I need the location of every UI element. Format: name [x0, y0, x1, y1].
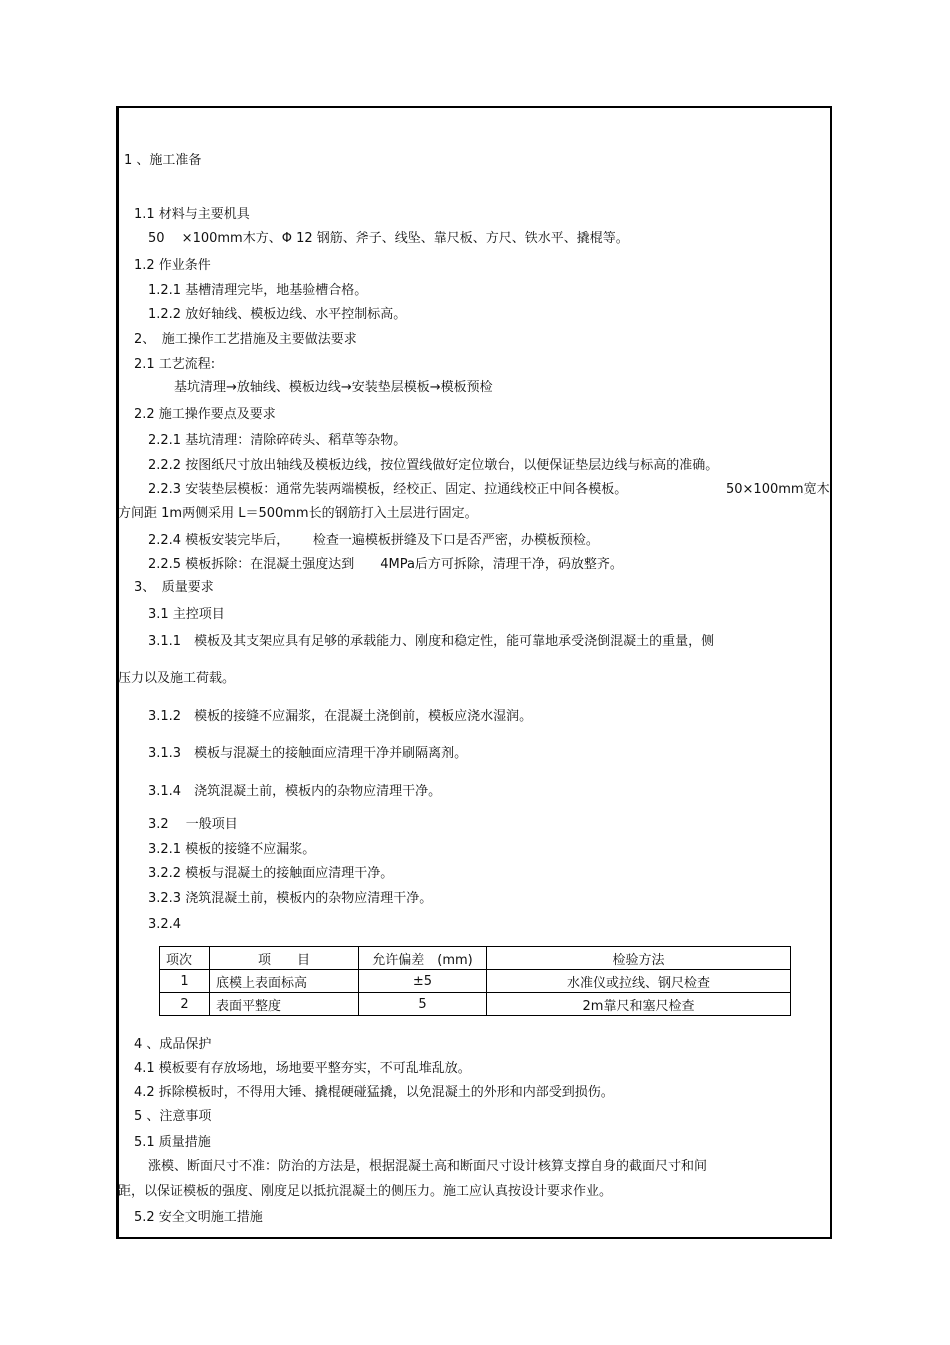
paragraph-3-2-1: 3.2.1 模板的接缝不应漏浆。: [148, 842, 316, 857]
paragraph-3-2-3: 3.2.3 浇筑混凝土前，模板内的杂物应清理干净。: [148, 891, 433, 906]
section-heading-4: 4 、成品保护: [134, 1037, 212, 1052]
section-heading-2: 2、 施工操作工艺措施及主要做法要求: [134, 332, 357, 347]
subheading-5-1: 5.1 质量措施: [134, 1135, 211, 1150]
subheading-3-1: 3.1 主控项目: [148, 607, 225, 622]
section-heading-1: 1 、施工准备: [124, 153, 202, 168]
subheading-1-2: 1.2 作业条件: [134, 258, 211, 273]
table-cell: 表面平整度: [210, 993, 359, 1016]
table-header-row: [160, 947, 791, 970]
table-cell: 水准仪或拉线、钢尺检查: [487, 970, 791, 993]
table-row: [160, 993, 791, 1016]
table-header-cell: 检验方法: [487, 947, 791, 970]
table-row: [160, 970, 791, 993]
process-flow: 基坑清理→放轴线、模板边线→安装垫层模板→模板预检: [174, 380, 493, 395]
paragraph-1-2-1: 1.2.1 基槽清理完毕，地基验槽合格。: [148, 283, 368, 298]
subheading-2-1: 2.1 工艺流程:: [134, 357, 216, 372]
paragraph-2-2-3: 2.2.3 安装垫层模板：通常先装两端模板，经校正、固定、拉通线校正中间各模板。: [148, 482, 628, 497]
table-cell: 5: [359, 993, 487, 1016]
subheading-3-2: 3.2 一般项目: [148, 817, 238, 832]
paragraph-3-1-1-cont: 压力以及施工荷载。: [118, 671, 236, 686]
section-heading-3: 3、 质量要求: [134, 580, 214, 595]
paragraph-3-1-4: 3.1.4 浇筑混凝土前，模板内的杂物应清理干净。: [148, 784, 442, 799]
subheading-1-1: 1.1 材料与主要机具: [134, 207, 250, 222]
paragraph-2-2-5: 2.2.5 模板拆除：在混凝土强度达到 4MPa后方可拆除，清理干净，码放整齐。: [148, 557, 623, 572]
paragraph-5-1-cont: 距，以保证模板的强度、刚度足以抵抗混凝土的侧压力。施工应认真按设计要求作业。: [118, 1184, 613, 1199]
paragraph-2-2-4: 2.2.4 模板安装完毕后， 检查一遍模板拼缝及下口是否严密，办模板预检。: [148, 533, 599, 548]
paragraph-3-1-2: 3.1.2 模板的接缝不应漏浆，在混凝土浇倒前，模板应浇水湿润。: [148, 709, 533, 724]
section-heading-5: 5 、注意事项: [134, 1109, 212, 1124]
table-header-cell: 允许偏差 (mm): [359, 947, 487, 970]
paragraph-2-2-1: 2.2.1 基坑清理：清除碎砖头、稻草等杂物。: [148, 433, 407, 448]
table-cell: 2: [160, 993, 210, 1016]
tolerance-table: [159, 946, 791, 1016]
table-cell: ±5: [359, 970, 487, 993]
paragraph-1-1: 50 ×100mm木方、Φ 12 钢筋、斧子、线坠、靠尺板、方尺、铁水平、撬棍等。: [148, 231, 629, 246]
paragraph-3-2-2: 3.2.2 模板与混凝土的接触面应清理干净。: [148, 866, 394, 881]
paragraph-4-1: 4.1 模板要有存放场地，场地要平整夯实，不可乱堆乱放。: [134, 1061, 471, 1076]
paragraph-2-2-2: 2.2.2 按图纸尺寸放出轴线及模板边线，按位置线做好定位墩台，以便保证垫层边线与标高的准确。: [148, 458, 719, 473]
table-header-cell: 项 目: [210, 947, 359, 970]
table-cell: 1: [160, 970, 210, 993]
paragraph-1-2-2: 1.2.2 放好轴线、模板边线、水平控制标高。: [148, 307, 407, 322]
paragraph-3-1-1: 3.1.1 模板及其支架应具有足够的承载能力、刚度和稳定性，能可靠地承受浇倒混凝土的重量，侧: [148, 634, 715, 649]
paragraph-3-1-3: 3.1.3 模板与混凝土的接触面应清理干净并刷隔离剂。: [148, 746, 468, 761]
paragraph-5-1: 涨模、断面尺寸不准：防治的方法是，根据混凝土高和断面尺寸设计核算支撑自身的截面尺寸和间: [148, 1159, 708, 1174]
subheading-5-2: 5.2 安全文明施工措施: [134, 1210, 263, 1225]
paragraph-2-2-3-cont: 方间距 1m两侧采用 L＝500mm长的钢筋打入土层进行固定。: [118, 506, 478, 521]
paragraph-4-2: 4.2 拆除模板时，不得用大锤、撬棍硬碰猛撬，以免混凝土的外形和内部受到损伤。: [134, 1085, 614, 1100]
table-cell: 2m靠尺和塞尺检查: [487, 993, 791, 1016]
paragraph-2-2-3-tail: 50×100mm宽木: [726, 482, 830, 497]
table-cell: 底模上表面标高: [210, 970, 359, 993]
table-header-cell: 项次: [160, 947, 210, 970]
paragraph-3-2-4: 3.2.4: [148, 917, 182, 932]
subheading-2-2: 2.2 施工操作要点及要求: [134, 407, 276, 422]
